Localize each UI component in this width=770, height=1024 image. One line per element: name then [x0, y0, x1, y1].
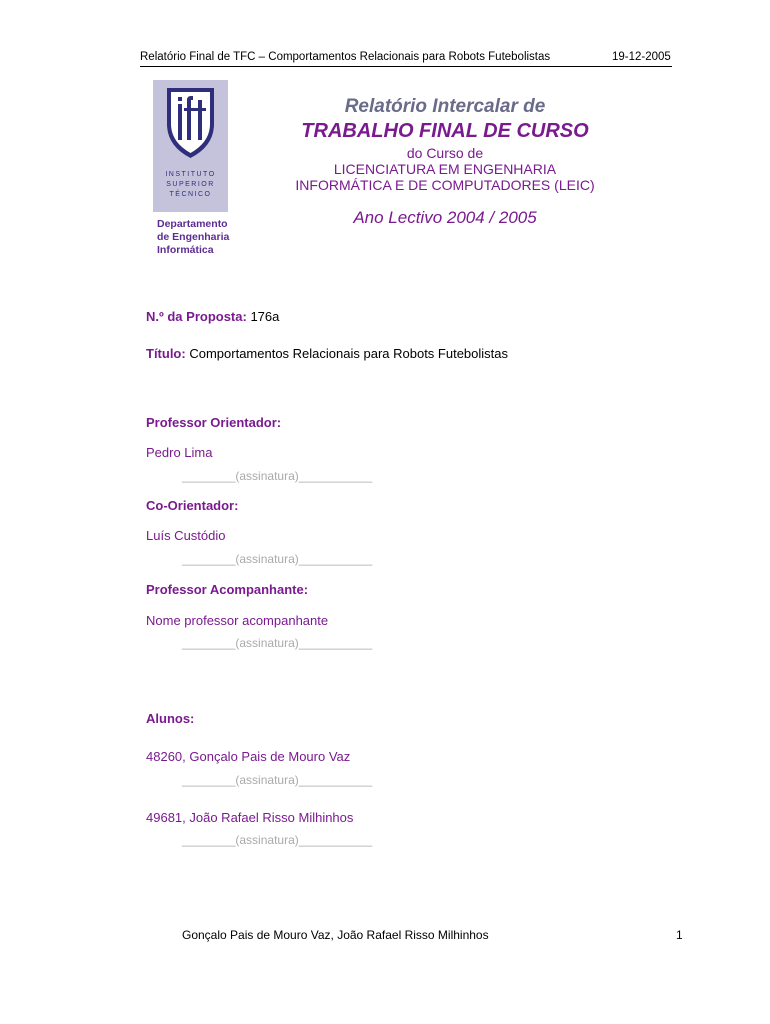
topic-label: Título:: [146, 346, 186, 361]
topic-field: [146, 346, 508, 361]
page-number: 1: [676, 928, 683, 942]
co-supervisor-signature-line: ________(assinatura)___________: [182, 552, 373, 566]
title-line-4: LICENCIATURA EM ENGENHARIA: [333, 161, 557, 177]
proposal-field: [146, 309, 279, 324]
ist-logo: [153, 80, 228, 212]
proposal-label: N.º da Proposta:: [146, 309, 247, 324]
topic-value: Comportamentos Relacionais para Robots Futebolistas: [189, 346, 509, 361]
student-1-signature-line: ________(assinatura)___________: [182, 773, 373, 787]
co-supervisor-name: Luís Custódio: [146, 528, 226, 543]
student-1: 48260, Gonçalo Pais de Mouro Vaz: [146, 749, 351, 764]
running-header-date: 19-12-2005: [612, 51, 671, 63]
supervisor-name: Pedro Lima: [146, 445, 213, 460]
header-divider: [140, 66, 672, 67]
proposal-value: 176a: [250, 309, 280, 324]
academic-year: Ano Lectivo 2004 / 2005: [353, 208, 537, 227]
student-2: 49681, João Rafael Risso Milhinhos: [146, 810, 354, 825]
title-line-1: Relatório Intercalar de: [344, 96, 546, 117]
department-line-1: Departamento: [157, 218, 228, 230]
logo-line-2: SUPERIOR: [166, 181, 215, 188]
title-line-3: do Curso de: [406, 145, 484, 161]
logo-line-3: TÉCNICO: [169, 191, 212, 198]
accompanying-name: Nome professor acompanhante: [146, 613, 329, 628]
department-line-3: Informática: [157, 244, 214, 256]
accompanying-heading: Professor Acompanhante:: [146, 582, 309, 597]
supervisor-heading: Professor Orientador:: [146, 415, 282, 430]
accompanying-signature-line: ________(assinatura)___________: [182, 636, 373, 650]
footer-authors: Gonçalo Pais de Mouro Vaz, João Rafael Risso Milhinhos: [182, 928, 489, 942]
students-heading: Alunos:: [146, 711, 195, 726]
student-2-signature-line: ________(assinatura)___________: [182, 833, 373, 847]
supervisor-signature-line: ________(assinatura)___________: [182, 469, 373, 483]
department-label: [157, 218, 229, 257]
title-line-5: INFORMÁTICA E DE COMPUTADORES (LEIC): [295, 177, 595, 193]
department-line-2: de Engenharia: [157, 231, 230, 243]
logo-line-1: INSTITUTO: [165, 171, 216, 178]
running-header-title: Relatório Final de TFC – Comportamentos Relacionais para Robots Futebolistas: [140, 51, 551, 63]
title-line-2: TRABALHO FINAL DE CURSO: [301, 120, 589, 142]
report-title-block: [270, 95, 620, 228]
co-supervisor-heading: Co-Orientador:: [146, 498, 239, 513]
